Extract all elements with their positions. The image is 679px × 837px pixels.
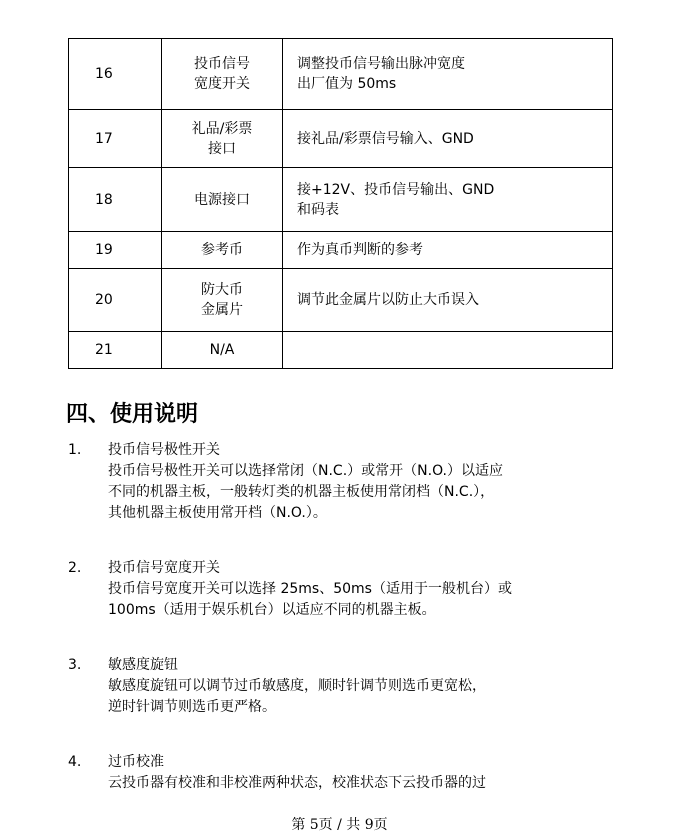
- row-number: 19: [69, 232, 162, 269]
- list-item: [68, 655, 638, 718]
- list-item-line: 敏感度旋钮可以调节过币敏感度，顺时针调节则选币更宽松，: [108, 678, 486, 694]
- list-item-index: 3.: [68, 657, 82, 673]
- table-row: [69, 168, 613, 232]
- list-item-heading: 敏感度旋钮: [108, 657, 178, 673]
- row-description: 调整投币信号输出脉冲宽度 出厂值为 50ms: [283, 39, 613, 110]
- row-name: 投币信号 宽度开关: [162, 39, 283, 110]
- row-number: 21: [69, 332, 162, 369]
- list-item: [68, 440, 638, 524]
- row-name: 电源接口: [162, 168, 283, 232]
- list-item-heading: 过币校准: [108, 754, 164, 770]
- row-number: 17: [69, 110, 162, 168]
- row-name: 参考币: [162, 232, 283, 269]
- page-footer: 第 5页 / 共 9页: [291, 817, 388, 833]
- row-number: 20: [69, 269, 162, 332]
- section-title: 四、使用说明: [66, 402, 199, 427]
- list-item-line: 投币信号极性开关可以选择常闭（N.C.）或常开（N.O.）以适应: [108, 463, 503, 479]
- list-item-body: [108, 655, 638, 718]
- row-description: 接+12V、投币信号输出、GND 和码表: [283, 168, 613, 232]
- spec-table: [68, 38, 613, 369]
- row-name: N/A: [162, 332, 283, 369]
- list-item-line: 投币信号宽度开关可以选择 25ms、50ms（适用于一般机台）或: [108, 581, 512, 597]
- table-row: [69, 332, 613, 369]
- list-item-line: 不同的机器主板，一般转灯类的机器主板使用常闭档（N.C.），: [108, 484, 495, 500]
- table-row: [69, 39, 613, 110]
- list-item-line: 其他机器主板使用常开档（N.O.）。: [108, 505, 327, 521]
- list-item-index: 2.: [68, 560, 82, 576]
- list-item: [68, 558, 638, 621]
- row-name: 礼品/彩票 接口: [162, 110, 283, 168]
- list-item-body: [108, 440, 638, 524]
- list-item-heading: 投币信号宽度开关: [108, 560, 220, 576]
- list-item-line: 100ms（适用于娱乐机台）以适应不同的机器主板。: [108, 602, 436, 618]
- table-row: [69, 269, 613, 332]
- list-item-line: 云投币器有校准和非校准两种状态，校准状态下云投币器的过: [108, 775, 486, 791]
- list-item: [68, 752, 638, 794]
- list-item-body: [108, 558, 638, 621]
- row-description: 调节此金属片以防止大币误入: [283, 269, 613, 332]
- row-description: 作为真币判断的参考: [283, 232, 613, 269]
- list-item-index: 4.: [68, 754, 82, 770]
- table-row: [69, 232, 613, 269]
- list-item-heading: 投币信号极性开关: [108, 442, 220, 458]
- row-number: 18: [69, 168, 162, 232]
- row-description: [283, 332, 613, 369]
- row-number: 16: [69, 39, 162, 110]
- list-item-index: 1.: [68, 442, 82, 458]
- list-item-body: [108, 752, 638, 794]
- list-item-line: 逆时针调节则选币更严格。: [108, 699, 276, 715]
- row-description: 接礼品/彩票信号输入、GND: [283, 110, 613, 168]
- row-name: 防大币 金属片: [162, 269, 283, 332]
- table-row: [69, 110, 613, 168]
